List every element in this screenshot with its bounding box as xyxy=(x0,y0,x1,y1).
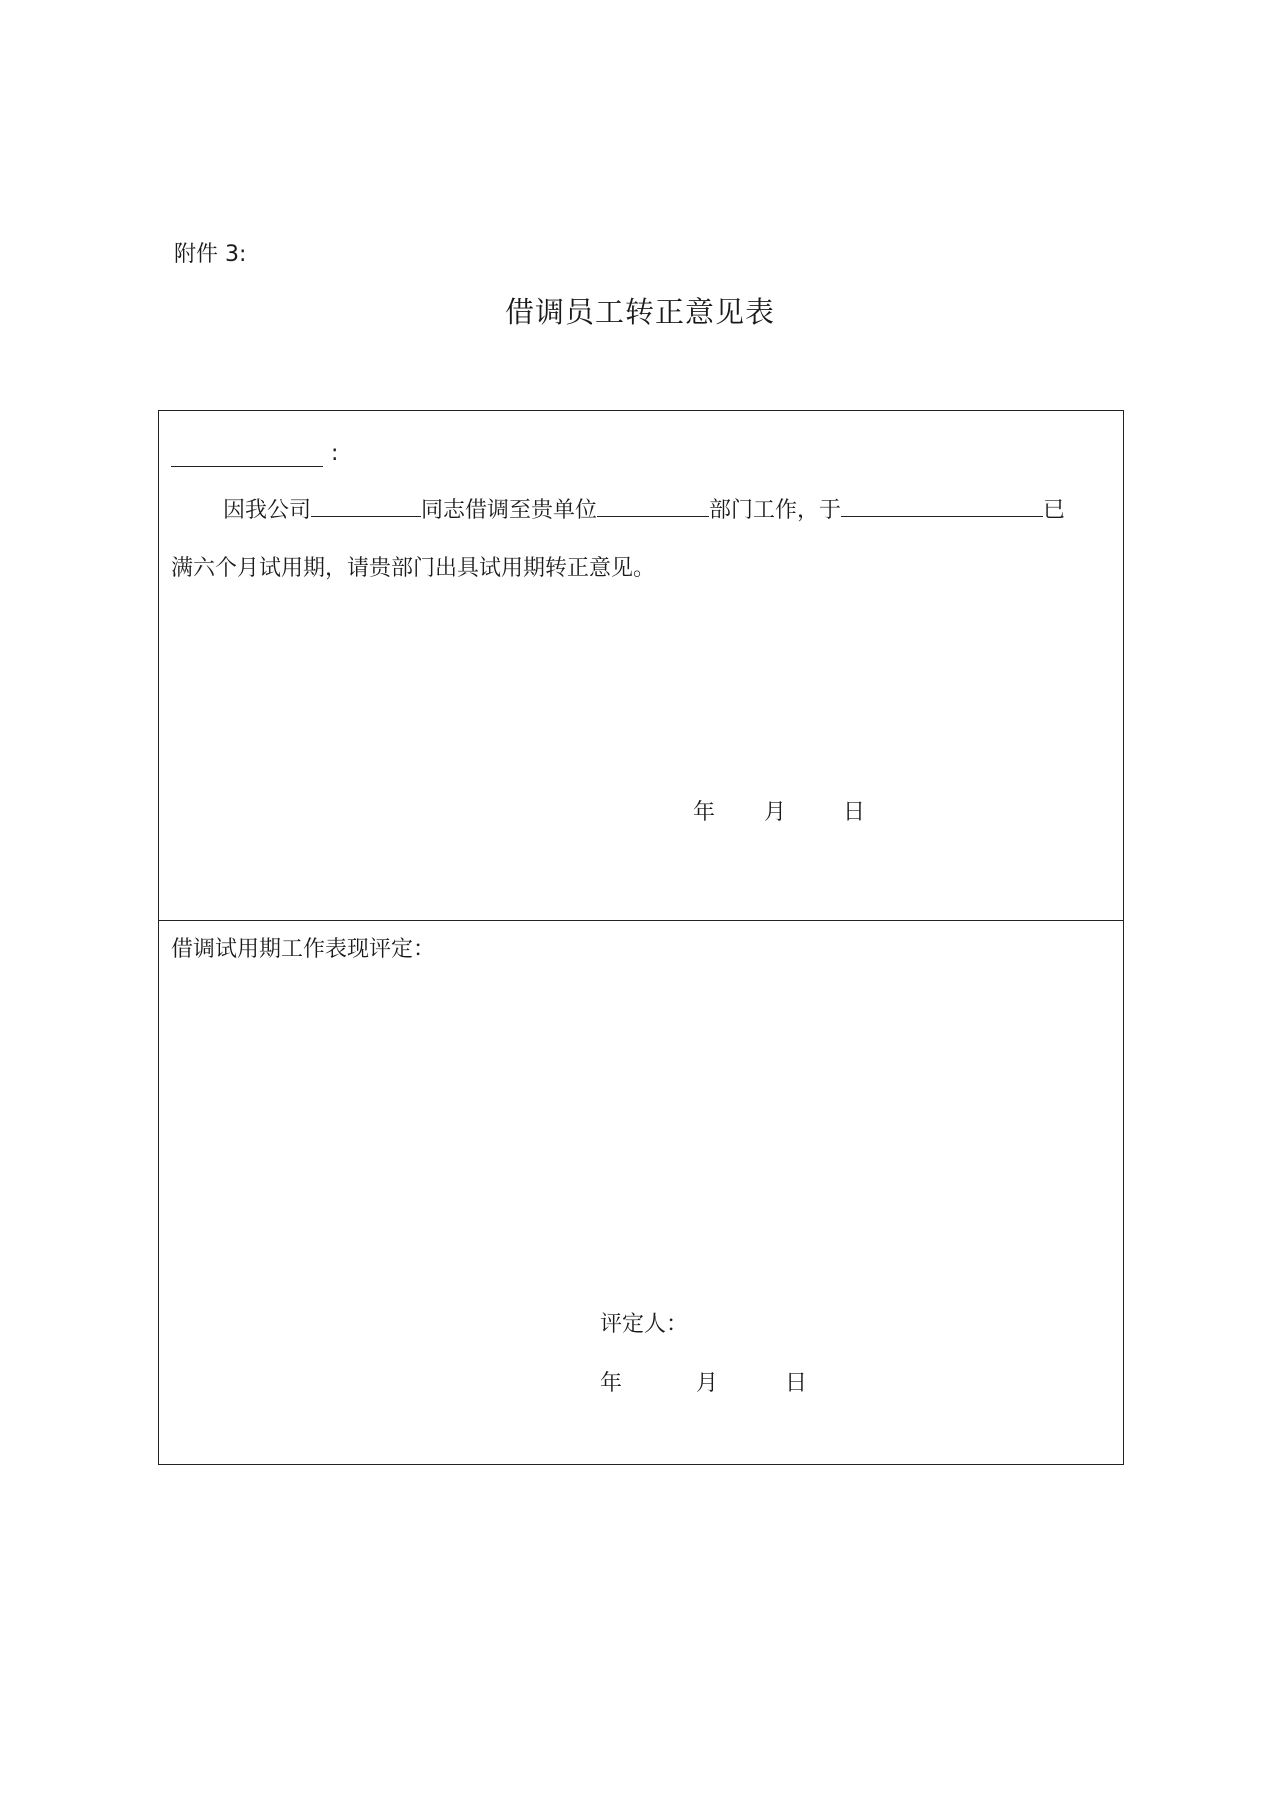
notice-line-1-mid1: 同志借调至贵单位 xyxy=(421,498,598,523)
form-table xyxy=(158,410,1124,1465)
evaluation-section xyxy=(159,921,1123,1464)
notice-line-1 xyxy=(223,492,1065,526)
start-date-blank[interactable] xyxy=(841,492,1043,517)
evaluation-label: 借调试用期工作表现评定： xyxy=(171,937,436,962)
notice-date-day: 日 xyxy=(843,800,866,825)
evaluator-label: 评定人： xyxy=(600,1312,689,1337)
document-title: 借调员工转正意见表 xyxy=(504,295,775,329)
recipient-blank[interactable] xyxy=(171,442,323,467)
notice-line-1-suffix: 已 xyxy=(1043,498,1066,523)
salutation-colon: : xyxy=(331,441,339,466)
notice-date-year: 年 xyxy=(693,800,716,825)
notice-line-2: 满六个月试用期，请贵部门出具试用期转正意见。 xyxy=(171,556,656,581)
notice-line-1-prefix: 因我公司 xyxy=(223,498,312,523)
notice-section xyxy=(159,411,1123,921)
evaluation-date-year: 年 xyxy=(600,1371,623,1396)
employee-name-blank[interactable] xyxy=(311,492,421,517)
evaluation-date-day: 日 xyxy=(785,1371,808,1396)
evaluation-date-month: 月 xyxy=(696,1371,719,1396)
unit-name-blank[interactable] xyxy=(597,492,709,517)
attachment-label: 附件 3: xyxy=(174,242,247,267)
notice-date-row xyxy=(159,798,1123,828)
evaluation-date-row xyxy=(159,1369,1123,1399)
notice-date-month: 月 xyxy=(764,800,787,825)
notice-line-1-mid2: 部门工作，于 xyxy=(709,498,842,523)
